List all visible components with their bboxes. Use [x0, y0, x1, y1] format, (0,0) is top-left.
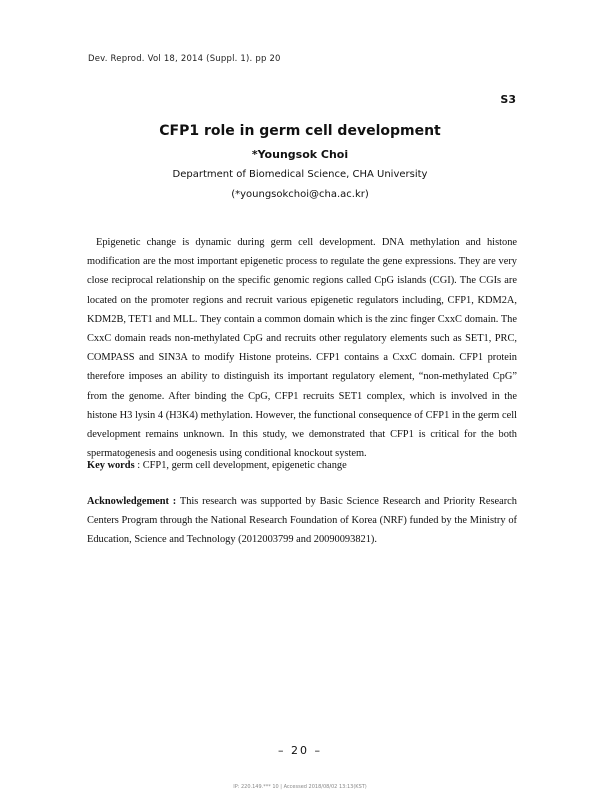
- acknowledgement: [87, 492, 517, 550]
- abstract-body: Epigenetic change is dynamic during germ cell development. DNA methylation and histone modification are the most important epigenetic process to regulate the gene expressions. They are very close reciprocal relationship on the specific genomic regions called CpG islands (CGI). The CGIs are located on the promoter regions and recruit various epigenetic regulators including, CFP1, KDM2A, KDM2B, TET1 and MLL. They contain a common domain which is the zinc finger CxxC domain. The CxxC domain reads non-methylated CpG and recruits other regulatory elements such as SET1, PRC, COMPASS and SIN3A to modify Histone proteins. CFP1 contains a CxxC domain. CFP1 protein therefore imposes an ability to distinguish its important regulatory element, “non-methylated CpG” from the genome. After binding the CpG, CFP1 recruits SET1 complex, which is involved in the histone H3 lysin 4 (H3K4) methylation. However, the functional consequence of CFP1 in the germ cell development remains unknown. In this study, we demonstrated that CFP1 is critical for the both spermatogenesis and oogenesis using conditional knockout system.: [87, 237, 517, 460]
- acknowledgement-text: This research was supported by Basic Science Research and Priority Research Centers Program through the National Research Foundation of Korea (NRF) funded by the Ministry of Education, Science and Technology (2012003799 and 20090093821).: [87, 496, 517, 546]
- keywords-separator: :: [134, 460, 143, 471]
- author-name: *Youngsok Choi: [251, 148, 349, 161]
- author-email: (*youngsokchoi@cha.ac.kr): [231, 189, 369, 200]
- page-number: – 20 –: [278, 744, 322, 757]
- article-title: CFP1 role in germ cell development: [159, 123, 441, 139]
- acknowledgement-label: Acknowledgement :: [87, 496, 177, 507]
- keywords-list: CFP1, germ cell development, epigenetic change: [142, 460, 347, 471]
- journal-reference: Dev. Reprod. Vol 18, 2014 (Suppl. 1). pp 20: [88, 54, 281, 64]
- keywords-label: Key words: [87, 460, 135, 471]
- section-code: S3: [500, 93, 516, 106]
- author-affiliation: Department of Biomedical Science, CHA University: [172, 169, 428, 180]
- access-stamp: IP: 220.149.*** 10 | Accessed 2018/08/02 13:13(KST): [233, 784, 367, 790]
- keywords-line: [87, 457, 517, 475]
